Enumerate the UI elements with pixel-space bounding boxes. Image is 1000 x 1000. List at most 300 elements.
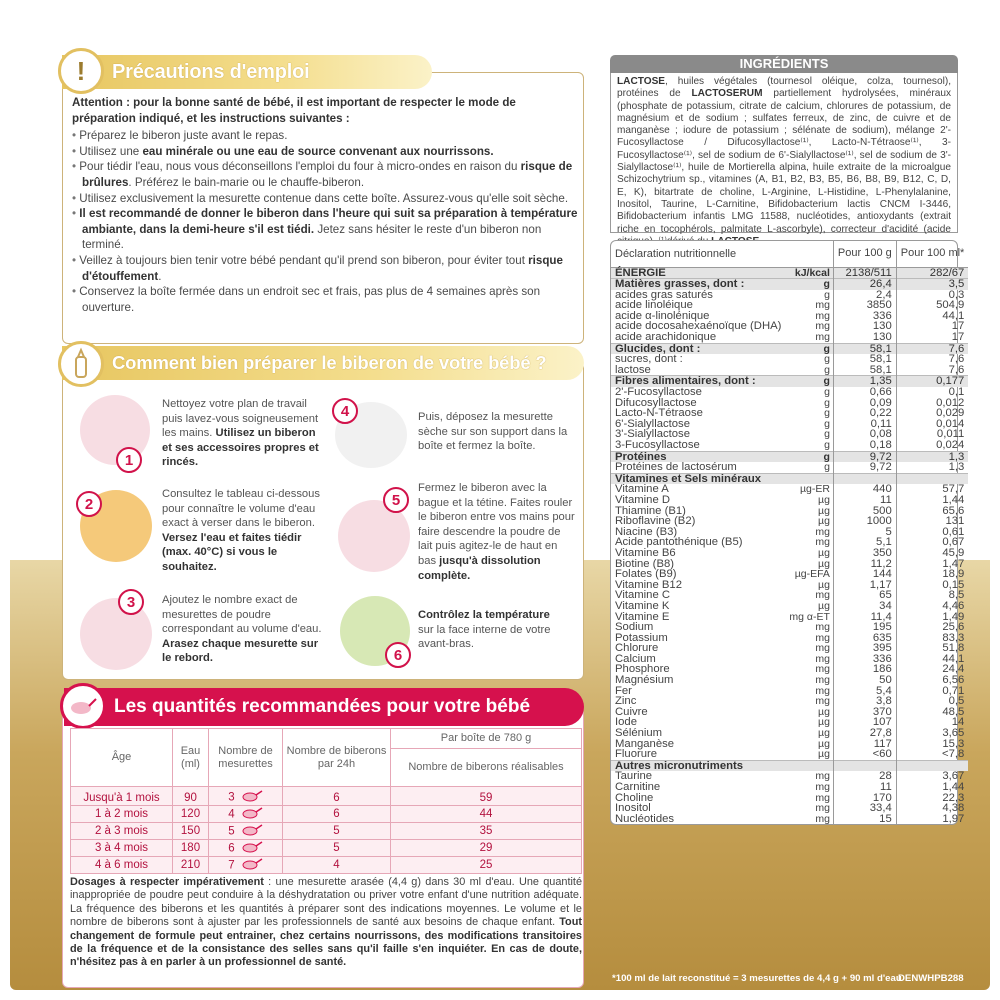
per-100g-value: 11,2 [833, 559, 896, 570]
step6-text [418, 608, 568, 652]
preparation-title: Comment bien préparer le biberon de votre bébé ? [112, 352, 547, 373]
nutrient-label: Vitamine K [615, 599, 670, 612]
col-boite: Par boîte de 780 g [391, 729, 582, 749]
step6-desc: sur la face interne de votre avant-bras. [418, 623, 551, 651]
precaution-item [72, 206, 582, 253]
nutrition-row [611, 462, 968, 473]
per-100ml-value: 0,5 [896, 696, 968, 707]
nutrition-row [611, 612, 968, 623]
precaution-bold: risque de brûlures [82, 160, 573, 189]
precautions-title: Précautions d'emploi [112, 60, 310, 83]
per-100ml-value: <7,8 [896, 749, 968, 760]
step2-text [162, 487, 328, 575]
scoop-icon [241, 810, 263, 822]
col-eau: Eau (ml) [173, 729, 209, 787]
per-100ml-value: 44,1 [896, 654, 968, 665]
step5-number: 5 [383, 487, 409, 513]
age-cell [71, 806, 173, 823]
per-100g-value: 27,8 [833, 728, 896, 739]
per-100g-value: 5 [833, 527, 896, 538]
per-100g-value: 3,8 [833, 696, 896, 707]
per-100g-value: 2,4 [833, 290, 896, 301]
scoops-cell-value: 5 [228, 825, 235, 838]
nutrient-label: acide linoléique [615, 299, 693, 312]
water-cell [173, 823, 209, 840]
nutrition-row [611, 601, 968, 612]
nutrient-unit: mg [815, 674, 830, 687]
nutrient-unit: µg [818, 737, 830, 750]
per-100g-value: 500 [833, 506, 896, 517]
nutrition-row [611, 707, 968, 718]
nutrient-unit: µg [818, 748, 830, 761]
footnote: *100 ml de lait reconstitué = 3 mesurettes de 4,4 g + 90 ml d'eau [612, 973, 902, 984]
per-100g-value: 9,72 [833, 462, 896, 473]
precaution-item [72, 128, 582, 144]
nutrient-label: Thiamine (B1) [615, 504, 686, 517]
nutrient-label: Lacto-N-Tétraose [615, 407, 703, 420]
preparation-banner [62, 346, 584, 380]
per-100ml-value: 7,6 [896, 343, 968, 354]
precaution-text: Préparez le biberon juste avant le repas. [79, 129, 288, 143]
col-age: Âge [71, 729, 173, 787]
table-row [71, 806, 582, 823]
nutrient-unit: mg [815, 621, 830, 634]
ing-part-d: partiellement hydrolysées, minéraux (phosphate de potassium, citrate de calcium, chlorures de potassium, de magnésium et de sodium ; sulfates ferreux, de zinc, de cuivre et de manganèse ; iodure de potassium ; sélénate de sodium), mélange 2'-Fucosyllactose / Difucosyllactose⁽¹⁾, Lacto-N-Tétraose⁽¹⁾, 3-Fucosyllactose⁽¹⁾, sel de sodium de 6'-Sialyllactose⁽¹⁾, sel de sodium de 3'-Sialyllactose⁽¹⁾, huile de Mortierella alpina, huile extraite de la microalgue Schizochytrium sp., vitamines (A, B1, B2, B3, B5, B6, B8, B9, B12, C, D, E, K), bitartrate de choline, L-Arginine, L-Histidine, L-Phenylalanine, Inositol, Taurine, L-Carnitine, Bifidobacterium lactis CNCM I-3446, Bifidobacterium infantis LMG 11588, nucléotides, antioxydants (extrait riche en tocophérols, palmitate L-ascorbyle), correcteur d'acidité (acide [617, 88, 951, 235]
nutrition-row [611, 717, 968, 728]
bottles-per-box-cell-value: 35 [479, 825, 493, 837]
nutrient-unit: g [824, 417, 830, 430]
scoops-cell-value: 4 [228, 808, 235, 821]
nutrient-label: ÉNERGIE [611, 267, 785, 279]
nutrient-unit: g [824, 461, 830, 474]
bottles-per-box-cell-value: 29 [479, 842, 493, 854]
age-cell [71, 857, 173, 874]
nutrient-unit: µg [818, 546, 830, 559]
per-100g-value: 5,1 [833, 537, 896, 548]
step3-number: 3 [118, 589, 144, 615]
per-100g-value: 58,1 [833, 365, 896, 376]
per-100ml-value: 17 [896, 321, 968, 332]
scoops-cell-value: 6 [228, 842, 235, 855]
nutrient-label: 3-Fucosyllactose [615, 439, 700, 451]
warning-icon: ! [58, 48, 104, 94]
nutrient-unit: µg [818, 493, 830, 506]
per-100ml-value: 7,6 [896, 354, 968, 365]
per-100ml-value: 0,012 [896, 398, 968, 409]
precautions-text [72, 95, 582, 315]
nutrient-unit: mg [815, 652, 830, 665]
ing-part-b: , huiles végétales (tournesol oléique, colza, tournesol), protéines de [617, 76, 951, 100]
scoop-icon [241, 844, 263, 856]
nutrient-unit: µg [818, 515, 830, 528]
per-100g-value: 0,18 [833, 440, 896, 451]
nutrient-unit: g [824, 363, 830, 376]
age-cell-value: 3 à 4 mois [94, 842, 149, 854]
per-100g-value: 170 [833, 793, 896, 804]
nutrient-label: Autres micronutriments [611, 760, 785, 771]
per-100ml-value: 0,029 [896, 408, 968, 419]
nutrient-label: Difucosyllactose [615, 396, 697, 409]
per-100g-value: 195 [833, 622, 896, 633]
nutrition-row [611, 548, 968, 559]
nutrient-unit: mg α-ET [789, 610, 830, 623]
nutrition-row [611, 782, 968, 793]
step2-desc: Consultez le tableau ci-dessous pour connaître le volume d'eau exact à verser dans le biberon. [162, 488, 320, 530]
per-100ml-value: 3,67 [896, 771, 968, 782]
nutrient-label: Carnitine [615, 781, 661, 793]
table-row [71, 840, 582, 857]
precaution-text: Jetez sans hésiter le reste d'un biberon non terminé. [82, 222, 542, 252]
per-100ml-value: 24,4 [896, 664, 968, 675]
nutrition-header-col2: Pour 100 ml* [896, 241, 968, 267]
scoops-cell [209, 840, 283, 857]
col-realisables: Nombre de biberons réalisables [391, 749, 582, 787]
nutrient-unit: mg [815, 642, 830, 655]
nutrient-label: Vitamine E [615, 610, 670, 623]
nutrient-label: Chlorure [615, 642, 659, 655]
per-100ml-value: 45,9 [896, 548, 968, 559]
per-100ml-value: 65,6 [896, 506, 968, 517]
nutrient-unit: g [785, 376, 833, 387]
scoop-icon [241, 861, 263, 873]
per-100ml-value: 1,47 [896, 559, 968, 570]
nutrient-label: Glucides, dont : [611, 343, 785, 354]
bottles-per-box-cell-value: 44 [479, 808, 493, 820]
per-100g-value: 0,09 [833, 398, 896, 409]
scoop-icon [241, 793, 263, 805]
per-100g-value: 350 [833, 548, 896, 559]
scoops-cell [209, 806, 283, 823]
ing-lactoserum: LACTOSERUM [691, 88, 763, 100]
per-100g-value: 33,4 [833, 803, 896, 814]
per-100g-value: 1000 [833, 516, 896, 527]
per-100g-value: 0,66 [833, 387, 896, 398]
step5-desc: Fermez le biberon avec la bague et la tétine. Faites rouler le biberon entre vos mains pour faire descendre la poudre de lait puis agitez-le de haut en bas [418, 482, 575, 567]
precaution-bold: risque d'étouffement [82, 253, 563, 283]
nutrient-unit: mg [815, 812, 830, 825]
baby-bottle-icon [58, 341, 104, 387]
per-100g-value: 26,4 [833, 279, 896, 290]
nutrition-row [611, 332, 968, 343]
age-cell [71, 840, 173, 857]
precaution-item [72, 191, 582, 207]
per-100g-value: 107 [833, 717, 896, 728]
precautions-banner [62, 55, 432, 89]
nutrient-unit: µg-ER [799, 483, 830, 496]
per-100ml-value: 1,3 [896, 451, 968, 462]
nutrient-label: Niacine (B3) [615, 525, 678, 538]
precaution-text: Utilisez exclusivement la mesurette contenue dans cette boîte. Assurez-vous qu'elle soit sèche. [79, 191, 569, 205]
nutrient-unit: g [824, 396, 830, 409]
step6-bold: Contrôlez la température [418, 609, 550, 621]
nutrition-row [611, 675, 968, 686]
quantities-table [70, 728, 582, 874]
nutrient-unit: g [785, 279, 833, 290]
nutrient-unit: g [824, 439, 830, 451]
per-100ml-value: 1,49 [896, 612, 968, 623]
bottles-per-box-cell [391, 806, 582, 823]
nutrient-label: Fer [615, 684, 632, 697]
nutrition-header-col1: Pour 100 g [833, 241, 896, 267]
scoop-icon [241, 827, 263, 839]
nutrient-label: Iode [615, 716, 637, 729]
quantities-body [71, 787, 582, 874]
per-100g-value: 130 [833, 332, 896, 343]
nutrition-row [611, 696, 968, 707]
nutrition-row [611, 365, 968, 376]
per-100ml-value: 18,9 [896, 569, 968, 580]
nutrient-unit: mg [815, 802, 830, 815]
bottles-per-day-cell [283, 806, 391, 823]
per-100ml-value: 1,44 [896, 782, 968, 793]
nutrient-label: Biotine (B8) [615, 557, 675, 570]
per-100g-value: 0,08 [833, 429, 896, 440]
per-100g-value: 395 [833, 643, 896, 654]
bottles-per-day-cell-value: 6 [333, 791, 340, 804]
nutrient-unit: g [785, 343, 833, 354]
per-100ml-value: 0,61 [896, 527, 968, 538]
step5-text [418, 481, 576, 583]
nutrient-label: Vitamine B6 [615, 546, 676, 559]
nutrient-unit: mg [815, 770, 830, 783]
per-100ml-value: 22,3 [896, 793, 968, 804]
nutrient-label: 2'-Fucosyllactose [615, 386, 702, 399]
nutrition-row [611, 440, 968, 451]
nutrient-unit: mg [815, 781, 830, 793]
nutrient-label: Protéines [611, 451, 785, 462]
step6-number: 6 [385, 642, 411, 668]
precautions-list [72, 128, 582, 315]
nutrient-label: Fibres alimentaires, dont : [611, 376, 785, 387]
per-100g-value: 5,4 [833, 686, 896, 697]
nutrient-label: Vitamine B12 [615, 578, 682, 591]
nutrient-label: 3'-Sialyllactose [615, 428, 690, 441]
age-cell-value: 1 à 2 mois [94, 808, 149, 820]
per-100ml-value: 131 [896, 516, 968, 527]
per-100g-value: 0,11 [833, 419, 896, 430]
precaution-item [72, 159, 582, 190]
nutrition-row [611, 771, 968, 782]
nutrition-header [611, 241, 968, 267]
note-text-1: : une mesurette arasée (4,4 g) dans 30 ml d'eau. Une quantité inappropriée de poudre peut conduire à la déshydratation ou priver votre enfant d'une nutrition adéquate. La fréquence des biberons et les quantités à préparer sont des indications moyennes. Le volume et le nombre de biberons sont à ajuster par les professionnels de santé aux besoins de chaque enfant. [70, 876, 583, 929]
nutrient-label: acide arachidonique [615, 331, 717, 344]
step1-bold: Utilisez un biberon et ses accessoires propres et rincés. [162, 427, 319, 469]
nutrient-unit: mg [815, 320, 830, 333]
precaution-text: . Préférez le bain-marie ou le chauffe-biberon. [128, 175, 365, 189]
scoops-cell [209, 823, 283, 840]
col-biberons24: Nombre de biberons par 24h [283, 729, 391, 787]
precaution-text: Utilisez une [79, 144, 143, 158]
nutrient-label: lactose [615, 363, 651, 376]
nutrient-unit: mg [815, 525, 830, 538]
nutrient-unit: g [824, 386, 830, 399]
col-mesurettes: Nombre de mesurettes [209, 729, 283, 787]
age-cell-value: 2 à 3 mois [94, 825, 149, 837]
per-100ml-value: 0,15 [896, 580, 968, 591]
nutrient-unit: kJ/kcal [785, 267, 833, 279]
per-100ml-value: 17 [896, 332, 968, 343]
nutrient-label: Calcium [615, 652, 656, 665]
nutrient-unit: mg [815, 309, 830, 322]
precaution-text: Pour tiédir l'eau, nous vous déconseillons l'emploi du four à micro-ondes en raison du [79, 160, 521, 174]
bottles-per-day-cell [283, 787, 391, 806]
bottles-per-day-cell [283, 823, 391, 840]
nutrient-label: Choline [615, 791, 654, 804]
nutrient-label: Acide pantothénique (B5) [615, 536, 743, 549]
per-100ml-value: 14 [896, 717, 968, 728]
per-100ml-value: 282/67 [896, 267, 968, 279]
nutrient-label: Magnésium [615, 674, 674, 687]
scoops-cell [209, 857, 283, 874]
per-100ml-value: 6,56 [896, 675, 968, 686]
nutrition-header-label: Déclaration nutritionnelle [611, 241, 833, 267]
per-100ml-value: 57,7 [896, 484, 968, 495]
nutrient-label: Taurine [615, 770, 653, 783]
nutrition-row [611, 495, 968, 506]
nutrition-section-row [611, 760, 968, 771]
per-100ml-value: 44,1 [896, 311, 968, 322]
per-100ml-value: 4,38 [896, 803, 968, 814]
step3-text [162, 593, 328, 666]
per-100g-value: 50 [833, 675, 896, 686]
nutrition-section-row [611, 267, 968, 279]
precaution-text: Conservez la boîte fermée dans un endroit sec et frais, pas plus de 4 semaines après son ouverture. [79, 285, 541, 314]
bottles-per-day-cell [283, 840, 391, 857]
nutrient-unit: µg [818, 705, 830, 718]
step3-bold: Arasez chaque mesurette sur le rebord. [162, 637, 319, 665]
nutrient-unit: µg [818, 727, 830, 740]
precaution-bold: Il est recommandé de donner le biberon dans l'heure qui suit sa préparation à température ambiante, dans la demi-heure s'il est tiédi. [79, 207, 578, 236]
nutrition-row [611, 633, 968, 644]
precaution-text: . [158, 269, 162, 283]
per-100ml-value: 1,3 [896, 462, 968, 473]
nutrition-table-panel [610, 240, 965, 825]
per-100g-value: 11 [833, 495, 896, 506]
nutrient-label: Vitamine A [615, 483, 669, 496]
nutrient-label: Protéines de lactosérum [615, 461, 737, 474]
per-100g-value: 440 [833, 484, 896, 495]
per-100g-value: 11,4 [833, 612, 896, 623]
step2-number: 2 [76, 491, 102, 517]
bottles-per-day-cell-value: 6 [333, 808, 340, 820]
water-cell [173, 840, 209, 857]
per-100g-value: 34 [833, 601, 896, 612]
per-100ml-value: 83,3 [896, 633, 968, 644]
scoops-cell-value: 3 [228, 791, 235, 804]
scoop-icon [60, 683, 106, 729]
nutrient-label: acide docosahexaénoïque (DHA) [615, 320, 782, 333]
bottles-per-box-cell [391, 823, 582, 840]
step4-desc: Puis, déposez la mesurette sèche sur son support dans la boîte et fermez la boîte. [418, 411, 568, 453]
nutrient-unit: mg [815, 631, 830, 644]
bottles-per-box-cell [391, 840, 582, 857]
nutrient-unit: mg [815, 331, 830, 344]
per-100ml-value: 51,8 [896, 643, 968, 654]
table-row [71, 857, 582, 874]
quantities-notes [70, 876, 582, 970]
nutrient-unit: µg-EFA [794, 568, 830, 581]
nutrient-label: 6'-Sialyllactose [615, 417, 690, 430]
nutrient-label: Sodium [615, 621, 654, 634]
nutrient-unit: µg [818, 716, 830, 729]
per-100ml-value: 4,46 [896, 601, 968, 612]
nutrient-label: Vitamine D [615, 493, 671, 506]
per-100ml-value: 1,97 [896, 814, 968, 825]
water-cell-value: 180 [180, 842, 201, 854]
step1-desc: Nettoyez votre plan de travail puis lavez-vous soigneusement les mains. [162, 398, 319, 440]
nutrient-label: Inositol [615, 802, 651, 815]
precaution-item [72, 144, 582, 160]
per-100ml-value: 7,6 [896, 365, 968, 376]
nutrient-label: Phosphore [615, 663, 670, 676]
nutrient-unit: µg [818, 504, 830, 517]
water-cell [173, 806, 209, 823]
nutrient-label: acide α-linolénique [615, 309, 710, 322]
table-row [71, 787, 582, 806]
note-bold-1: Dosages à respecter impérativement [70, 876, 264, 888]
product-code: DENWHPB288 [898, 973, 964, 984]
bottles-per-box-cell-value: 59 [479, 791, 493, 804]
per-100g-value: 336 [833, 654, 896, 665]
bottles-per-day-cell-value: 5 [333, 825, 340, 837]
per-100ml-value: 0,71 [896, 686, 968, 697]
nutrient-label: Sélénium [615, 727, 663, 740]
step4-text [418, 410, 568, 454]
per-100g-value: <60 [833, 749, 896, 760]
per-100g-value: 2138/511 [833, 267, 896, 279]
nutrient-label: Vitamines et Sels minéraux [611, 473, 785, 484]
nutrition-row [611, 739, 968, 750]
nutrient-unit: mg [815, 663, 830, 676]
nutrient-unit: µg [818, 557, 830, 570]
precaution-item [72, 253, 582, 284]
per-100g-value: 9,72 [833, 451, 896, 462]
bottles-per-box-cell-value: 25 [479, 859, 493, 871]
per-100g-value: 65 [833, 590, 896, 601]
per-100ml-value: 1,44 [896, 495, 968, 506]
precaution-text: Veillez à toujours bien tenir votre bébé pendant qu'il prend son biberon, pour éviter tout [79, 253, 529, 267]
nutrient-unit: g [824, 288, 830, 301]
scoops-cell [209, 787, 283, 806]
per-100ml-value: 25,6 [896, 622, 968, 633]
nutrient-label: Manganèse [615, 737, 675, 750]
precaution-item [72, 284, 582, 315]
nutrient-unit: mg [815, 791, 830, 804]
ing-lactose: LACTOSE [617, 76, 666, 87]
nutrition-row [611, 643, 968, 654]
age-cell-value: 4 à 6 mois [94, 859, 149, 871]
scoops-cell-value: 7 [228, 859, 235, 872]
nutrient-label: Matières grasses, dont : [611, 279, 785, 290]
precautions-intro: Attention : pour la bonne santé de bébé, il est important de respecter le mode de préparation indiqué, et les instructions suivantes : [72, 96, 516, 125]
nutrient-label: sucres, dont : [615, 353, 683, 366]
per-100ml-value: 3,65 [896, 728, 968, 739]
nutrient-label: Zinc [615, 695, 637, 708]
nutrition-row [611, 354, 968, 365]
nutrient-label: Folates (B9) [615, 568, 677, 581]
per-100ml-value: 0,011 [896, 429, 968, 440]
per-100ml-value: 48,5 [896, 707, 968, 718]
quantities-banner [64, 688, 584, 726]
nutrition-row [611, 793, 968, 804]
nutrient-label: Cuivre [615, 705, 648, 718]
nutrient-label: Nucléotides [615, 812, 675, 825]
per-100g-value: 336 [833, 311, 896, 322]
age-cell [71, 787, 173, 806]
nutrition-row [611, 814, 968, 825]
age-cell-value: Jusqu'à 1 mois [83, 791, 160, 804]
bottles-per-box-cell [391, 787, 582, 806]
